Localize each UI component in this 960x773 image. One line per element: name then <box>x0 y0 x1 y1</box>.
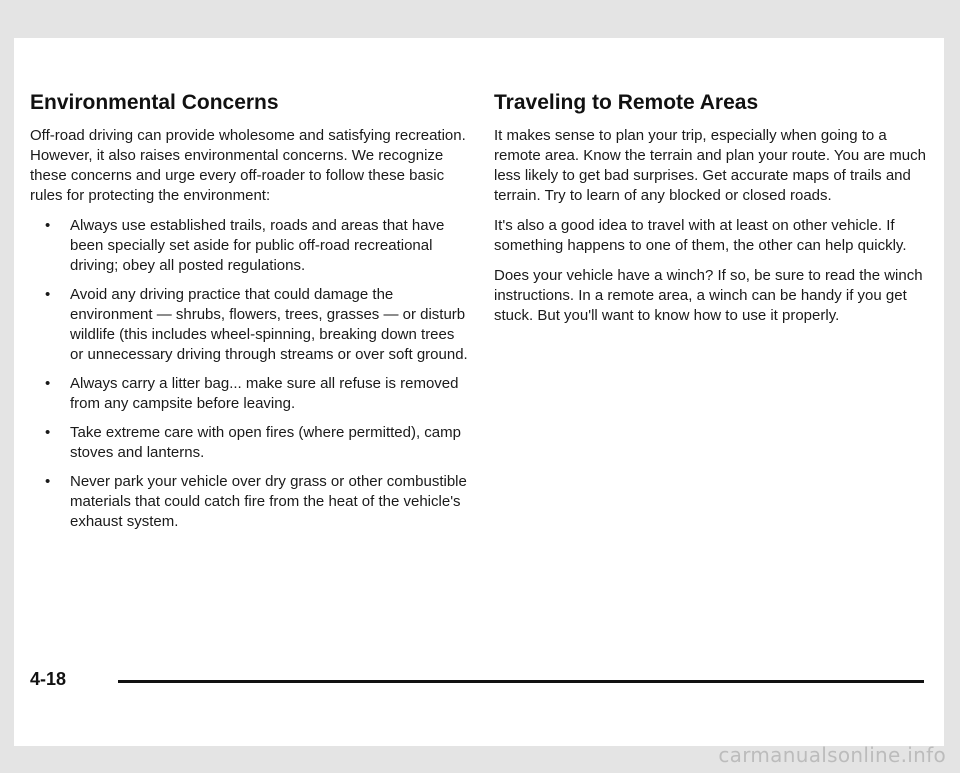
bullet-icon: • <box>45 286 51 303</box>
remote-areas-section <box>494 90 930 336</box>
bullet-icon: • <box>45 375 51 392</box>
list-item <box>30 472 468 532</box>
bullet-icon: • <box>45 424 51 441</box>
list-item-text: Avoid any driving practice that could damage the environment — shrubs, flowers, trees, grasses — or disturb wildlife (this includes wheel-spinning, breaking down trees or unnecessary driving through streams or over soft ground. <box>70 286 468 363</box>
intro-paragraph: Off-road driving can provide wholesome and satisfying recreation. However, it also raises environmental concerns. We recognize these concerns and urge every off-roader to follow these basic rules for protecting the environment: <box>30 127 466 204</box>
watermark: carmanualsonline.info <box>718 743 946 767</box>
environmental-concerns-section <box>30 90 468 541</box>
rules-list <box>30 216 468 532</box>
paragraph: It's also a good idea to travel with at least on other vehicle. If something happens to one of them, the other can help quickly. <box>494 217 907 254</box>
list-item <box>30 285 468 365</box>
page-number: 4-18 <box>30 669 67 689</box>
list-item-text: Take extreme care with open fires (where permitted), camp stoves and lanterns. <box>70 424 461 461</box>
bullet-icon: • <box>45 217 51 234</box>
bullet-icon: • <box>45 473 51 490</box>
section-heading: Environmental Concerns <box>30 91 279 114</box>
paragraph: Does your vehicle have a winch? If so, be sure to read the winch instructions. In a remote area, a winch can be handy if you get stuck. But you'll want to know how to use it properly. <box>494 267 923 324</box>
list-item <box>30 423 468 463</box>
list-item-text: Always carry a litter bag... make sure all refuse is removed from any campsite before leaving. <box>70 375 459 412</box>
footer-divider <box>118 680 924 683</box>
paragraph: It makes sense to plan your trip, especially when going to a remote area. Know the terrain and plan your route. You are much less likely to get bad surprises. Get accurate maps of trails and terrain. Try to learn of any blocked or closed roads. <box>494 127 926 204</box>
section-heading: Traveling to Remote Areas <box>494 91 759 114</box>
manual-page <box>14 38 944 746</box>
list-item-text: Never park your vehicle over dry grass or other combustible materials that could catch fire from the heat of the vehicle's exhaust system. <box>70 473 467 530</box>
list-item-text: Always use established trails, roads and areas that have been specially set aside for public off-road recreational driving; obey all posted regulations. <box>70 217 445 274</box>
list-item <box>30 216 468 276</box>
list-item <box>30 374 468 414</box>
